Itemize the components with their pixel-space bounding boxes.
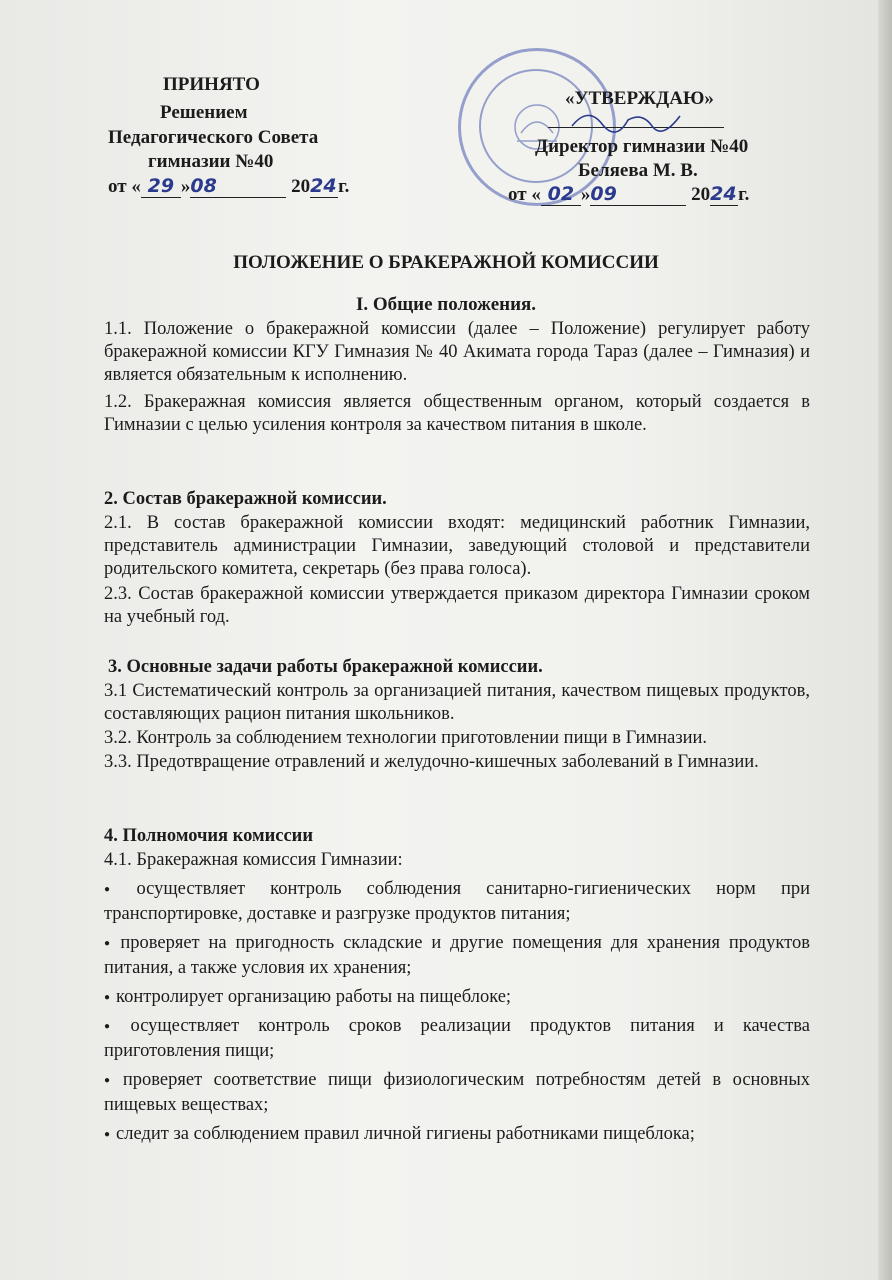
bullet-item-5: ● проверяет соответствие пищи физиологическим потребностям детей в основных пищевых веществах; [104,1069,810,1117]
approve-title: «УТВЕРЖДАЮ» [565,88,714,109]
page-edge-shadow [878,0,892,1280]
paragraph-2-3: 2.3. Состав бракеражной комиссии утверждается приказом директора Гимназии сроком на учебный год. [104,584,810,627]
section-4-heading: 4. Полномочия комиссии [104,826,314,846]
paragraph-4-1: 4.1. Бракеражная комиссия Гимназии: [104,850,403,870]
accepted-line-2: Педагогического Совета [108,127,319,148]
approve-line-2: Беляева М. В. [578,160,698,181]
bullet-item-6: ● следит за соблюдением правил личной гигиены работниками пищеблока; [104,1123,810,1148]
bullet-item-1: ● осуществляет контроль соблюдения санитарно-гигиенических норм при транспортировке, доставке и разгрузке продуктов питания; [104,878,810,926]
accepted-line-1: Решением [160,102,248,123]
bullet-item-2: ● проверяет на пригодность складские и другие помещения для хранения продуктов питания, а также условия их хранения; [104,932,810,980]
section-1-heading: I. Общие положения. [355,294,537,315]
document-title: ПОЛОЖЕНИЕ О БРАКЕРАЖНОЙ КОМИССИИ [233,252,659,273]
accepted-title: ПРИНЯТО [163,74,260,95]
bullet-item-4: ● осуществляет контроль сроков реализации продуктов питания и качества приготовления пищи; [104,1015,810,1063]
paragraph-3-2: 3.2. Контроль за соблюдением технологии приготовлении пищи в Гимназии. [104,728,708,748]
approve-line-1: Директор гимназии №40 [535,136,749,157]
accepted-date: от « 29 »08 2024г. [108,175,350,197]
paragraph-3-1: 3.1 Систематический контроль за организацией питания, качеством пищевых продуктов, составляющих рацион питания школьников. [104,681,810,724]
bullet-item-3: ● контролирует организацию работы на пищеблоке; [104,986,810,1011]
paragraph-2-1: 2.1. В состав бракеражной комиссии входят: медицинский работник Гимназии, представитель администрации Гимназии, заведующий столовой и представители родительского комитета, секретарь (без права голоса). [104,513,810,579]
signature-mark [568,104,688,136]
section-3-heading: 3. Основные задачи работы бракеражной комиссии. [108,657,543,677]
approve-date: от « 02 »09 2024г. [508,183,750,205]
paragraph-3-3: 3.3. Предотвращение отравлений и желудочно-кишечных заболеваний в Гимназии. [104,752,759,772]
paragraph-1-2: 1.2. Бракеражная комиссия является общественным органом, который создается в Гимназии с целью усиления контроля за качеством питания в школе. [104,392,810,435]
paragraph-1-1: 1.1. Положение о бракеражной комиссии (далее – Положение) регулирует работу бракеражной комиссии КГУ Гимназия № 40 Акимата города Тараз (далее – Гимназия) и является обязательным к исполнению. [104,319,810,385]
section-2-heading: 2. Состав бракеражной комиссии. [104,489,387,509]
accepted-line-3: гимназии №40 [148,151,274,172]
